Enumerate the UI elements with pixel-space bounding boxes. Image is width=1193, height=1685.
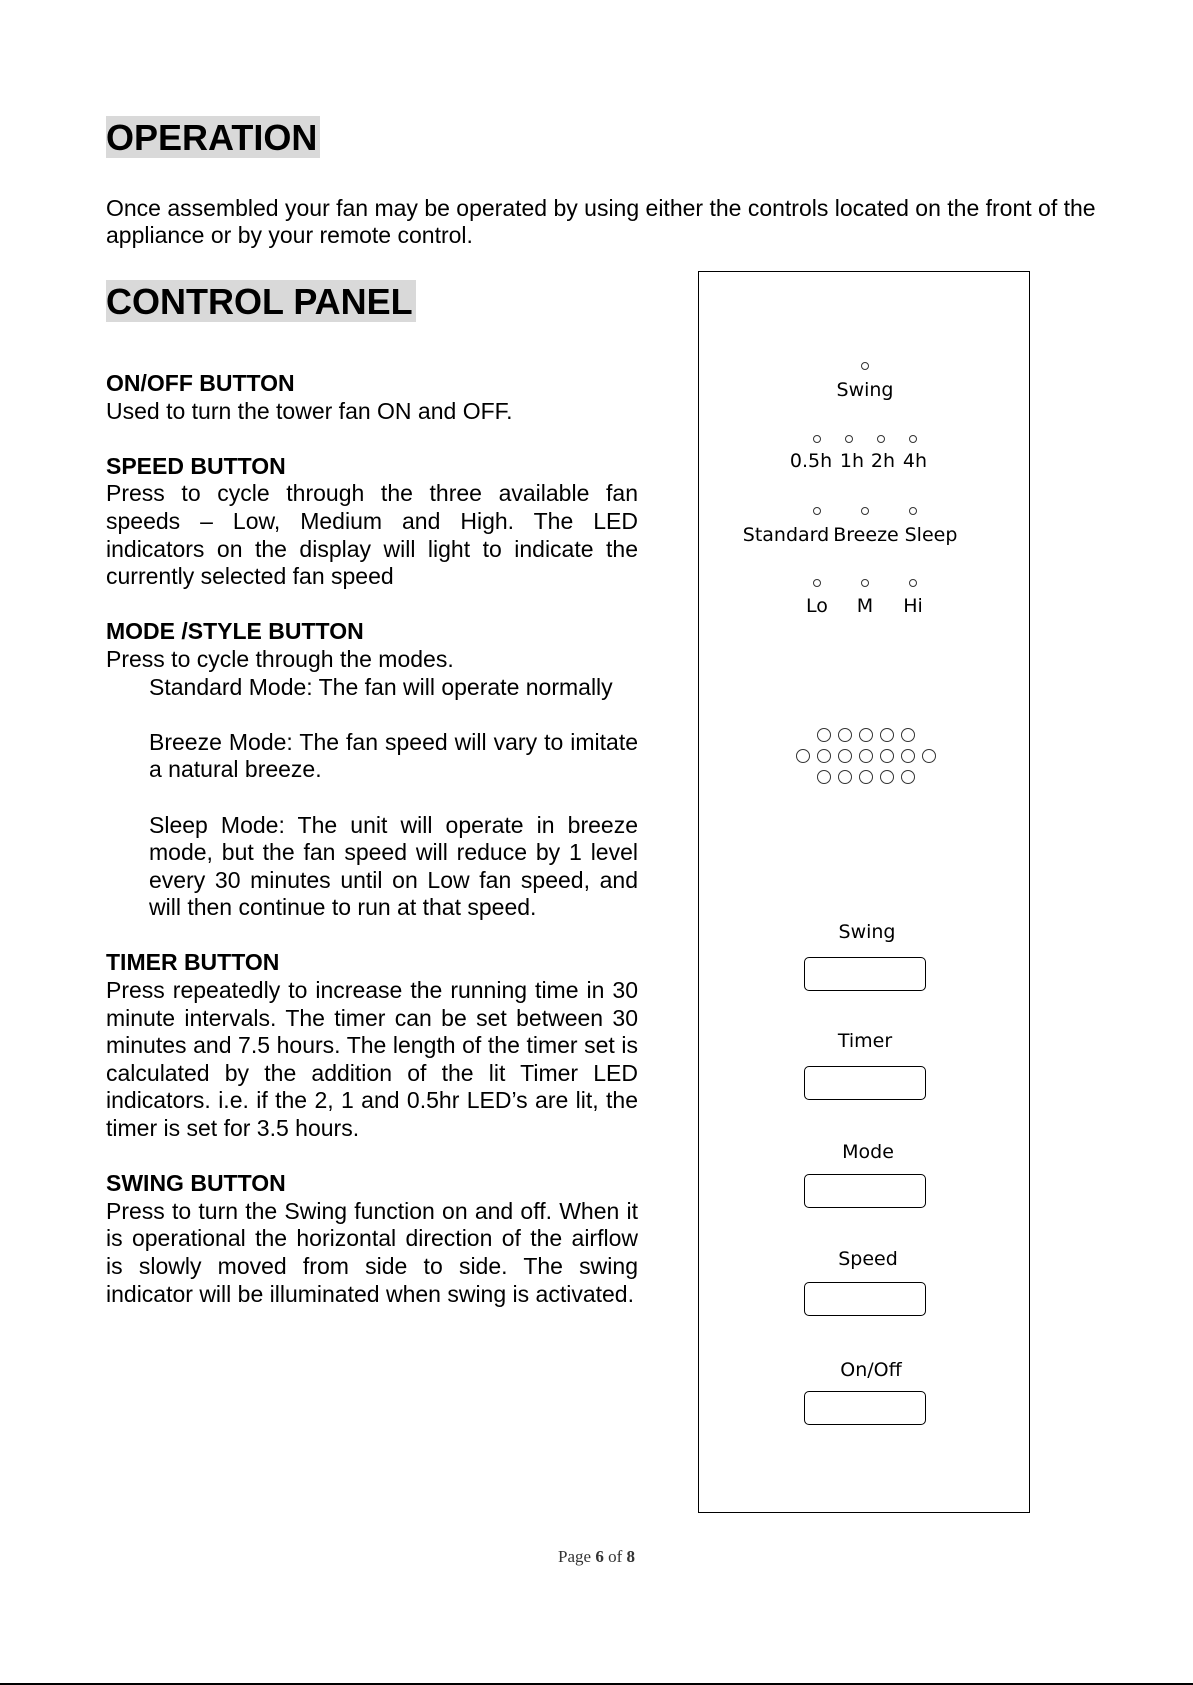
mode-section xyxy=(106,618,638,922)
timer-section xyxy=(106,949,638,1142)
dot-icon xyxy=(817,728,831,742)
speed-button[interactable] xyxy=(804,1282,926,1316)
mode-heading: MODE /STYLE BUTTON xyxy=(106,618,364,645)
dot-icon xyxy=(817,749,831,763)
current-page: 6 xyxy=(595,1547,604,1566)
swing-button[interactable] xyxy=(804,957,926,991)
dot-icon xyxy=(838,770,852,784)
dot-icon xyxy=(859,728,873,742)
on-off-section xyxy=(106,370,638,425)
timer-label: 2h xyxy=(870,450,896,472)
dot-icon xyxy=(817,770,831,784)
mode-label: Sleep xyxy=(904,524,958,546)
button-descriptions xyxy=(106,370,638,1336)
standard-mode-text: Standard Mode: The fan will operate normally xyxy=(149,673,613,700)
speed-label: Lo xyxy=(806,595,828,617)
mode-list xyxy=(106,674,638,922)
mode-led-icon xyxy=(813,507,821,515)
swing-heading: SWING BUTTON xyxy=(106,1170,286,1197)
on-off-text: Used to turn the tower fan ON and OFF. xyxy=(106,397,513,424)
swing-text: Press to turn the Swing function on and off. When it is operational the horizontal direction of the airflow is slowly moved from side to side. The swing indicator will be illuminated when swing is activated. xyxy=(106,1197,638,1307)
dot-icon xyxy=(922,749,936,763)
timer-led-icon xyxy=(813,435,821,443)
on-off-button[interactable] xyxy=(804,1391,926,1425)
speed-label: M xyxy=(856,595,874,617)
speed-text: Press to cycle through the three available fan speeds – Low, Medium and High. The LED indicators on the display will light to indicate the currently selected fan speed xyxy=(106,480,638,590)
dot-icon xyxy=(796,749,810,763)
operation-title: OPERATION xyxy=(106,116,320,158)
timer-led-icon xyxy=(845,435,853,443)
dot-icon xyxy=(838,728,852,742)
speed-led-icon xyxy=(861,579,869,587)
dot-icon xyxy=(901,728,915,742)
dot-icon xyxy=(901,749,915,763)
total-pages: 8 xyxy=(626,1547,635,1566)
operation-intro: Once assembled your fan may be operated by using either the controls located on the front of the appliance or by your remote control. xyxy=(106,195,1096,248)
mode-button-label: Mode xyxy=(842,1141,894,1163)
timer-label: 1h xyxy=(839,450,865,472)
swing-button-label: Swing xyxy=(838,921,896,943)
swing-section xyxy=(106,1170,638,1308)
timer-text: Press repeatedly to increase the running time in 30 minute intervals. The timer can be set between 30 minutes and 7.5 hours. The length of the timer set is calculated by the addition of the lit Timer LED indicators. i.e. if the 2, 1 and 0.5hr LED’s are lit, the timer is set for 3.5 hours. xyxy=(106,977,638,1142)
speed-section xyxy=(106,453,638,591)
on-off-heading: ON/OFF BUTTON xyxy=(106,370,295,396)
timer-button-label: Timer xyxy=(837,1030,893,1052)
dot-icon xyxy=(880,770,894,784)
mode-text: Press to cycle through the modes. xyxy=(106,645,454,672)
speed-label: Hi xyxy=(903,595,923,617)
dot-icon xyxy=(859,749,873,763)
of-word: of xyxy=(608,1547,623,1566)
speed-led-icon xyxy=(909,579,917,587)
timer-led-icon xyxy=(877,435,885,443)
speed-led-icon xyxy=(813,579,821,587)
mode-led-icon xyxy=(909,507,917,515)
mode-led-icon xyxy=(861,507,869,515)
mode-label: Breeze xyxy=(833,524,899,546)
timer-button[interactable] xyxy=(804,1066,926,1100)
timer-label: 0.5h xyxy=(789,450,833,472)
dot-icon xyxy=(859,770,873,784)
mode-button[interactable] xyxy=(804,1174,926,1208)
control-panel-title: CONTROL PANEL xyxy=(106,280,416,322)
speed-heading: SPEED BUTTON xyxy=(106,452,286,479)
sleep-mode-text: Sleep Mode: The unit will operate in breeze mode, but the fan speed will reduce by 1 level every 30 minutes until on Low fan speed, and will then continue to run at that speed. xyxy=(149,811,638,921)
timer-led-icon xyxy=(909,435,917,443)
swing-led-icon xyxy=(861,362,869,370)
dot-icon xyxy=(901,770,915,784)
timer-label: 4h xyxy=(902,450,928,472)
control-panel-diagram xyxy=(698,271,1030,1513)
speed-button-label: Speed xyxy=(838,1248,898,1270)
dot-icon xyxy=(838,749,852,763)
dot-icon xyxy=(880,749,894,763)
on-off-button-label: On/Off xyxy=(840,1359,902,1381)
timer-heading: TIMER BUTTON xyxy=(106,949,280,976)
breeze-mode-text: Breeze Mode: The fan speed will vary to imitate a natural breeze. xyxy=(149,728,638,783)
page-number xyxy=(0,1547,1193,1567)
page-word: Page xyxy=(558,1547,592,1566)
dot-icon xyxy=(880,728,894,742)
swing-led-label: Swing xyxy=(836,379,894,401)
mode-label: Standard xyxy=(742,524,830,546)
